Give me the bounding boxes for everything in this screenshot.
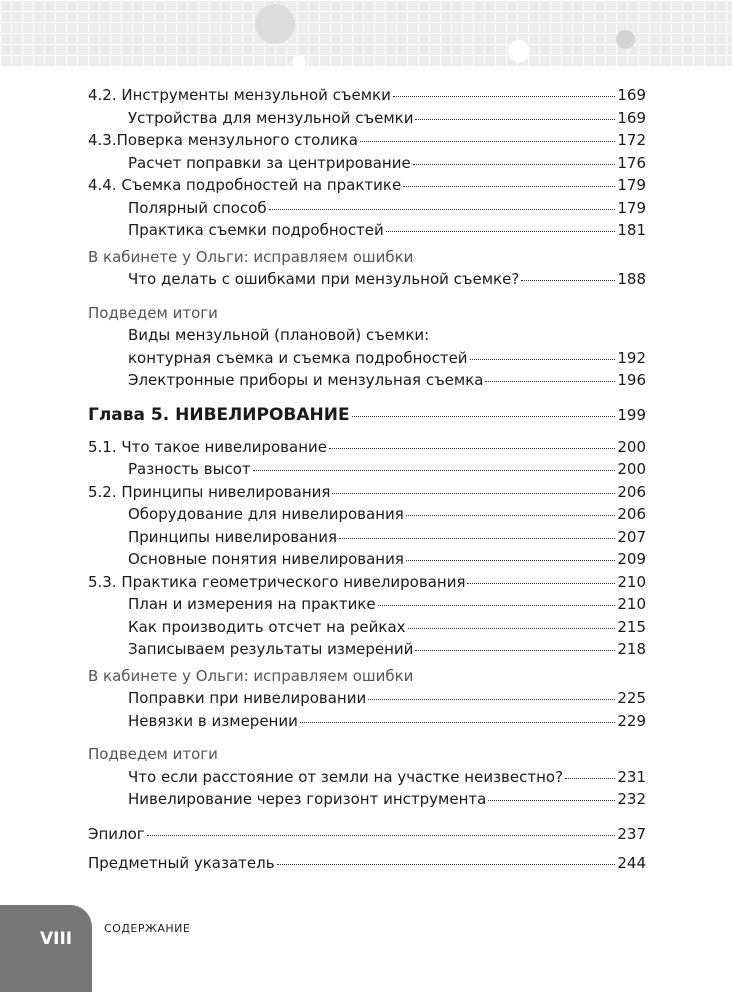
toc-entry-label: 4.4. Съемка подробностей на практике — [88, 176, 402, 194]
toc-entry[interactable] — [88, 503, 646, 526]
toc-entry-page: 225 — [617, 689, 646, 707]
toc-entry-page: 218 — [617, 640, 646, 658]
dot-leader — [332, 492, 615, 494]
decor-circle — [255, 4, 295, 44]
dot-leader — [415, 649, 615, 651]
toc-entry-label: Что если расстояние от земли на участке неизвестно? — [128, 767, 564, 786]
toc-entry-label: Невязки в измерении — [128, 711, 298, 730]
toc-entry[interactable] — [88, 616, 646, 639]
dot-leader — [368, 698, 615, 700]
chapter-title: Глава 5. НИВЕЛИРОВАНИЕ — [88, 404, 350, 425]
dot-leader — [408, 627, 616, 629]
toc-entry[interactable] — [88, 174, 646, 197]
toc-entry-label: 4.2. Инструменты мензульной съемки — [88, 86, 391, 104]
section-heading: В кабинете у Ольги: исправляем ошибки — [88, 247, 414, 266]
toc-entry[interactable] — [88, 129, 646, 152]
dot-leader — [352, 415, 616, 417]
section-heading: Подведем итоги — [88, 303, 218, 322]
dot-leader — [277, 863, 616, 865]
toc-entry-page: 207 — [617, 527, 646, 546]
toc-entry[interactable] — [88, 638, 646, 661]
toc-entry-page: 200 — [617, 460, 646, 478]
toc-entry-page: 179 — [617, 198, 646, 217]
toc-entry[interactable] — [88, 766, 646, 789]
toc-entry-page: 179 — [617, 176, 646, 194]
toc-entry[interactable] — [88, 481, 646, 504]
dot-leader — [147, 834, 616, 836]
toc-entry[interactable] — [88, 152, 646, 175]
toc-entry-label: 5.2. Принципы нивелирования — [88, 482, 331, 501]
dot-leader — [339, 537, 615, 539]
dot-leader — [406, 514, 616, 516]
toc-entry[interactable] — [88, 687, 646, 710]
toc-entry-label: 5.3. Практика геометрического нивелирования — [88, 572, 466, 591]
toc-entry[interactable] — [88, 347, 646, 370]
dot-leader — [360, 140, 615, 142]
toc-entry-label: Электронные приборы и мензульная съемка — [128, 371, 484, 389]
toc-entry-label: Записываем результаты измерений — [128, 640, 414, 658]
toc-entry-page: 215 — [617, 617, 646, 636]
toc-entry-label: Как производить отсчет на рейках — [128, 617, 406, 636]
toc-entry-page: 196 — [617, 371, 646, 389]
toc-entry[interactable] — [88, 107, 646, 130]
toc-entry-page: 232 — [617, 790, 646, 808]
toc-entry[interactable] — [88, 710, 646, 733]
toc-entry-page: 209 — [617, 550, 646, 568]
toc-entry[interactable] — [88, 369, 646, 392]
toc-entry[interactable] — [88, 458, 646, 481]
toc-entry[interactable] — [88, 436, 646, 459]
dot-leader — [488, 799, 615, 801]
toc-entry[interactable] — [88, 852, 646, 875]
toc-entry[interactable] — [88, 788, 646, 811]
toc-entry-label: Эпилог — [88, 824, 145, 843]
toc-entry[interactable] — [88, 268, 646, 291]
dot-leader — [393, 95, 616, 97]
toc-entry-label: Практика съемки подробностей — [128, 221, 384, 239]
toc-entry-label: Полярный способ — [128, 198, 267, 217]
toc-entry-label: Предметный указатель — [88, 854, 275, 872]
dot-leader — [415, 118, 615, 120]
toc-entry-page: 199 — [617, 405, 646, 424]
toc-entry-page: 210 — [617, 572, 646, 591]
dot-leader — [467, 582, 615, 584]
toc-entry-label: Расчет поправки за центрирование — [128, 153, 411, 172]
toc-entry-page: 244 — [617, 854, 646, 872]
toc-entry-label: Разность высот — [128, 460, 251, 478]
toc-entry[interactable] — [88, 823, 646, 846]
dot-leader — [406, 559, 615, 561]
dot-leader — [485, 380, 615, 382]
toc-entry[interactable] — [88, 219, 646, 242]
dot-leader — [253, 469, 616, 471]
dot-leader — [269, 208, 616, 210]
toc-entry-page: 237 — [617, 824, 646, 843]
dot-leader — [521, 279, 615, 281]
dot-leader — [386, 230, 616, 232]
toc-entry-label: 4.3.Поверка мензульного столика — [88, 131, 358, 149]
decor-circle — [616, 30, 635, 49]
dot-leader — [329, 447, 615, 449]
toc-entry[interactable] — [88, 197, 646, 220]
toc-entry-page: 231 — [617, 767, 646, 786]
toc-entry-page: 200 — [617, 437, 646, 456]
page-number: VIII — [40, 929, 73, 949]
table-of-contents — [88, 84, 646, 875]
toc-entry-label: Что делать с ошибками при мензульной съемке? — [128, 270, 520, 288]
toc-entry-label: План и измерения на практике — [128, 595, 376, 613]
toc-entry-label: Устройства для мензульной съемки — [128, 108, 414, 127]
toc-entry-label: Виды мензульной (плановой) съемки: — [128, 326, 430, 344]
toc-entry-label: Оборудование для нивелирования — [128, 505, 404, 523]
toc-entry-page: 206 — [617, 482, 646, 501]
toc-entry-page: 172 — [617, 131, 646, 149]
toc-entry[interactable] — [88, 526, 646, 549]
toc-entry[interactable] — [88, 548, 646, 571]
dot-leader — [403, 185, 615, 187]
toc-entry-label: Нивелирование через горизонт инструмента — [128, 790, 487, 808]
toc-entry-page: 181 — [617, 221, 646, 239]
decor-circle — [508, 40, 530, 62]
dot-leader — [470, 358, 616, 360]
section-heading: Подведем итоги — [88, 745, 218, 763]
toc-entry-page: 169 — [617, 86, 646, 104]
toc-entry-label: 5.1. Что такое нивелирование — [88, 437, 327, 456]
toc-entry[interactable] — [88, 84, 646, 107]
decor-circle — [292, 55, 306, 66]
dot-leader — [300, 721, 616, 723]
toc-entry-label: Основные понятия нивелирования — [128, 550, 404, 568]
toc-entry[interactable] — [88, 593, 646, 616]
dot-leader — [413, 163, 616, 165]
toc-entry-page: 176 — [617, 153, 646, 172]
toc-entry-page: 188 — [617, 270, 646, 288]
header-decoration — [0, 0, 732, 66]
toc-entry-page: 169 — [617, 108, 646, 127]
toc-entry-label: Поправки при нивелировании — [128, 689, 367, 707]
toc-entry[interactable] — [88, 571, 646, 594]
toc-entry-page: 229 — [617, 711, 646, 730]
chapter-entry[interactable] — [88, 400, 646, 430]
dot-leader — [378, 604, 616, 606]
toc-entry-page: 192 — [617, 348, 646, 367]
running-footer: СОДЕРЖАНИЕ — [104, 922, 191, 935]
toc-entry-page: 210 — [617, 595, 646, 613]
toc-entry-label: Принципы нивелирования — [128, 527, 338, 546]
toc-entry-label: контурная съемка и съемка подробностей — [128, 348, 468, 367]
section-heading: В кабинете у Ольги: исправляем ошибки — [88, 666, 414, 685]
toc-entry-page: 206 — [617, 505, 646, 523]
dot-leader — [565, 777, 615, 779]
